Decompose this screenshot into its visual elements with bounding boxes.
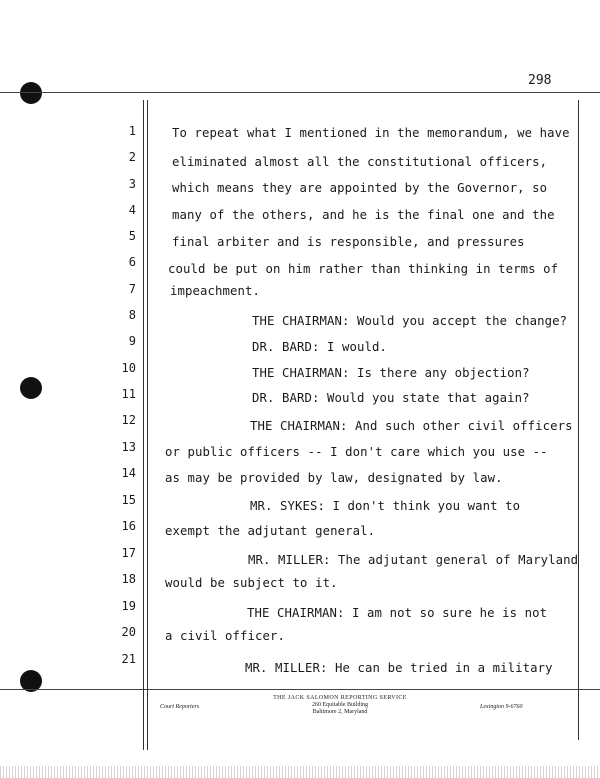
line-number: 9 [128,334,136,348]
transcript-line: DR. BARD: Would you state that again? [252,391,530,405]
line-number: 2 [128,150,136,164]
left-margin-line-2 [147,100,148,750]
line-number: 5 [128,229,136,243]
line-number: 8 [128,308,136,322]
footer-rule [0,689,600,690]
transcript-line: To repeat what I mentioned in the memorandum, we have [172,126,570,140]
top-rule [0,92,600,93]
line-number: 4 [128,203,136,217]
transcript-line: could be put on him rather than thinking in terms of [168,262,559,276]
footer-address: 260 Equitable Building [312,702,368,708]
footer-company: THE JACK SALOMON REPORTING SERVICE [273,695,407,701]
punch-hole-top [20,82,42,104]
line-number: 21 [121,652,136,666]
line-number: 14 [121,466,136,480]
line-number: 11 [121,387,136,401]
transcript-line: THE CHAIRMAN: Is there any objection? [252,366,530,380]
line-number: 10 [121,361,136,375]
transcript-line: impeachment. [170,284,261,298]
transcript-line: would be subject to it. [165,576,338,590]
transcript-line: MR. MILLER: He can be tried in a military [245,661,553,675]
line-number: 15 [121,493,136,507]
transcript-line: many of the others, and he is the final one and the [172,208,555,222]
page-number: 298 [528,73,552,88]
line-number: 7 [128,282,136,296]
line-number: 6 [128,255,136,269]
transcript-line: exempt the adjutant general. [165,524,376,538]
line-number: 12 [121,413,136,427]
transcript-line: MR. MILLER: The adjutant general of Maryland [248,553,579,567]
footer-left: Court Reporters [160,704,200,710]
transcript-line: THE CHAIRMAN: I am not so sure he is not [247,606,548,620]
line-number: 18 [121,572,136,586]
left-margin-line [143,100,144,750]
transcript-line: as may be provided by law, designated by law. [165,471,503,485]
scan-noise [0,766,600,778]
transcript-line: THE CHAIRMAN: And such other civil officers [250,419,573,433]
line-number: 13 [121,440,136,454]
line-number: 19 [121,599,136,613]
transcript-line: DR. BARD: I would. [252,340,388,354]
transcript-line: final arbiter and is responsible, and pressures [172,235,525,249]
transcript-line: a civil officer. [165,629,286,643]
line-number: 3 [128,177,136,191]
footer-city: Baltimore 2, Maryland [312,709,368,715]
footer-center [250,695,430,716]
line-number: 16 [121,519,136,533]
footer-right: Lexington 9-6760 [480,704,523,710]
line-number: 1 [128,124,136,138]
transcript-line: or public officers -- I don't care which you use -- [165,445,548,459]
punch-hole-middle [20,377,42,399]
line-number: 17 [121,546,136,560]
right-margin-line [578,100,579,740]
transcript-line: THE CHAIRMAN: Would you accept the change? [252,314,568,328]
transcript-line: which means they are appointed by the Governor, so [172,181,548,195]
line-number: 20 [121,625,136,639]
transcript-line: eliminated almost all the constitutional officers, [172,155,548,169]
transcript-line: MR. SYKES: I don't think you want to [250,499,521,513]
